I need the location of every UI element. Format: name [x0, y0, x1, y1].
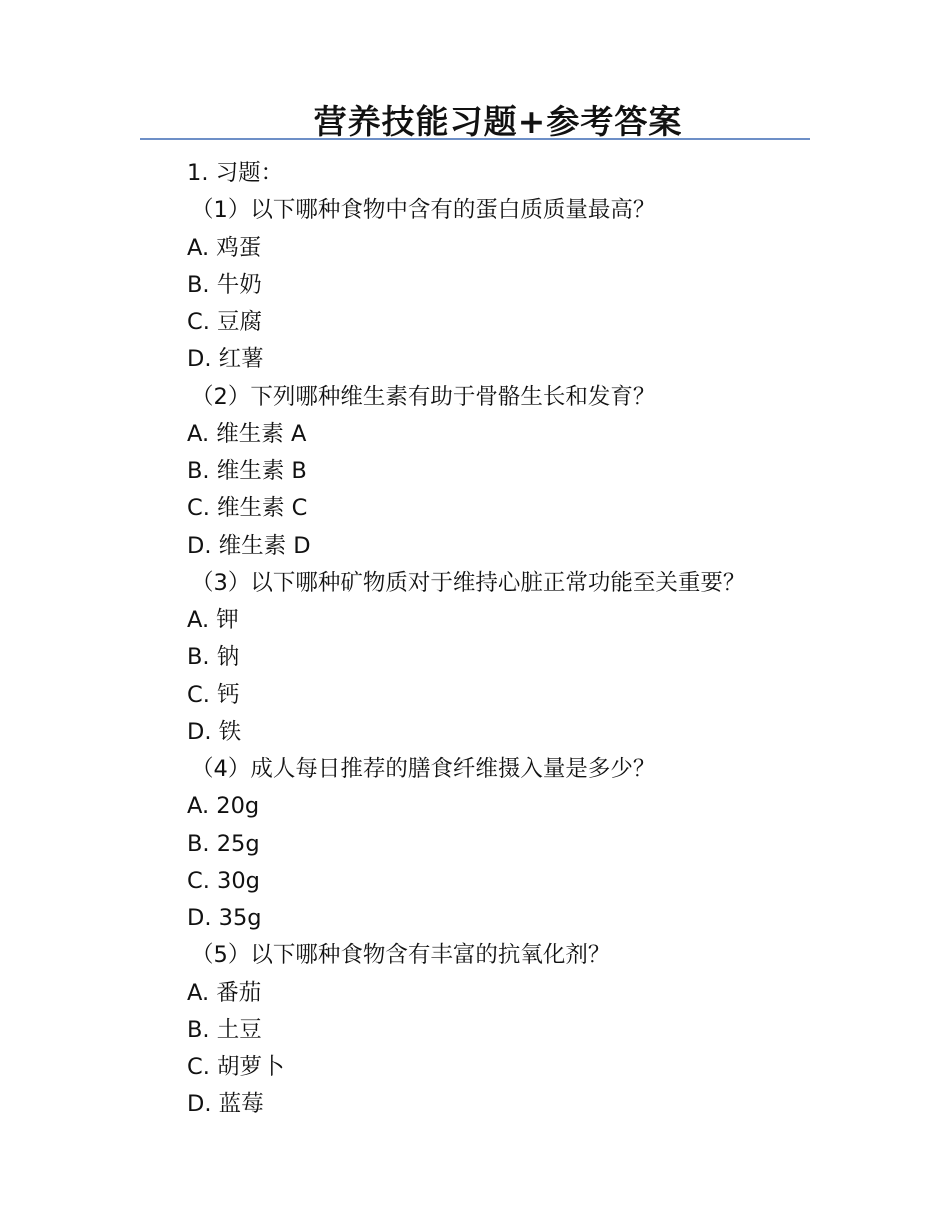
question-block: [187, 192, 827, 378]
answer-option: A. 20g: [187, 793, 260, 820]
question-prompt: （3）以下哪种矿物质对于维持心脏正常功能至关重要？: [191, 569, 746, 596]
question-prompt: （2）下列哪种维生素有助于骨骼生长和发育？: [191, 383, 656, 410]
answer-option: C. 30g: [187, 867, 260, 894]
answer-option: A. 钾: [187, 607, 239, 633]
question-prompt: （4）成人每日推荐的膳食纤维摄入量是多少？: [191, 756, 656, 782]
section-heading: 1. 习题：: [187, 160, 284, 186]
answer-option: D. 红薯: [187, 346, 264, 373]
answer-option: A. 鸡蛋: [187, 234, 262, 261]
question-prompt: （1）以下哪种食物中含有的蛋白质质量最高？: [191, 197, 656, 224]
answer-option: C. 维生素 C: [187, 495, 308, 522]
answer-option: C. 豆腐: [187, 309, 263, 335]
answer-option: A. 番茄: [187, 979, 262, 1006]
answer-option: D. 铁: [187, 718, 242, 745]
question-block: [187, 379, 827, 565]
answer-option: B. 钠: [187, 644, 240, 671]
title-underline: [140, 138, 810, 140]
answer-option: A. 维生素 A: [187, 420, 307, 447]
answer-option: C. 钙: [187, 681, 240, 708]
question-block: [187, 565, 827, 751]
answer-option: B. 25g: [187, 830, 260, 857]
question-block: [187, 937, 827, 1123]
document-title: 营养技能习题+参考答案: [313, 102, 683, 141]
answer-option: C. 胡萝卜: [187, 1054, 285, 1080]
question-block: [187, 751, 827, 937]
document-body: [187, 155, 827, 1124]
answer-option: B. 土豆: [187, 1016, 262, 1043]
answer-option: D. 维生素 D: [187, 532, 311, 559]
answer-option: B. 牛奶: [187, 271, 262, 298]
question-prompt: （5）以下哪种食物含有丰富的抗氧化剂？: [191, 942, 611, 969]
answer-option: D. 35g: [187, 905, 262, 931]
answer-option: D. 蓝莓: [187, 1091, 264, 1118]
answer-option: B. 维生素 B: [187, 458, 307, 484]
